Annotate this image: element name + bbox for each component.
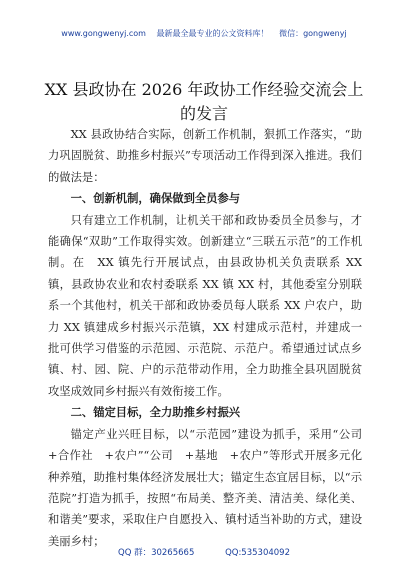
paragraph-intro: XX 县政协结合实际，创新工作机制，狠抓工作落实，“助力巩固脱贫、助推乡村振兴”专项活动工作得到深入推进。我们的做法是： <box>48 128 362 184</box>
qq-group: QQ 群：30265665 <box>118 548 195 558</box>
wechat-id: 微信：gongwenyj <box>279 29 347 38</box>
document-body <box>48 124 374 552</box>
section-heading-2: 二、锚定目标，全力助推乡村振兴 <box>70 406 241 420</box>
section-heading-1: 一、创新机制，确保做到全员参与 <box>70 192 241 206</box>
site-url[interactable]: www.gongwenyj.com <box>61 29 146 38</box>
document-title: XX 县政协在 2026 年政协工作经验交流会上的发言 <box>44 80 364 123</box>
page-header <box>0 28 408 39</box>
paragraph-section-2: 锚定产业兴旺目标，以“示范园”建设为抓手，采用“公司 +合作社 +农户”“公司 +基地 +农户”等形式开展多元化种养殖，助推村集体经济发展壮大；锚定生态宜居目标，以“示范院”打造为抓手，按照“布局美、整齐美、清洁美、绿化美、和谐美”要求，采取住户自愿投入、镇村适当补助的方式，建设美丽乡村； <box>48 427 374 548</box>
page-footer <box>0 546 408 558</box>
qq-contact: QQ:535304092 <box>225 548 290 558</box>
paragraph-section-1: 只有建立工作机制，让机关干部和政协委员全员参与，才能确保“双助”工作取得实效。创新建立“三联五示范”的工作机制。在 XX 镇先行开展试点，由县政协机关负责联系 XX 镇，县政协农业和农村委联系 XX 镇 XX 村，其他委室分别联系一个其他村，机关干部和政协委员每人联系 XX 户农户，助力 XX 镇建成乡村振兴示范镇，XX 村建成示范村，并建成一批可供学习借鉴的示范园、示范院、示范户。希望通过试点乡镇、村、园、院、户的示范带动作用，全力助推全县巩固脱贫攻坚成效同乡村振兴有效衔接工作。 <box>48 213 362 398</box>
site-slogan: 最新最全最专业的公文资料库！ <box>156 29 269 38</box>
